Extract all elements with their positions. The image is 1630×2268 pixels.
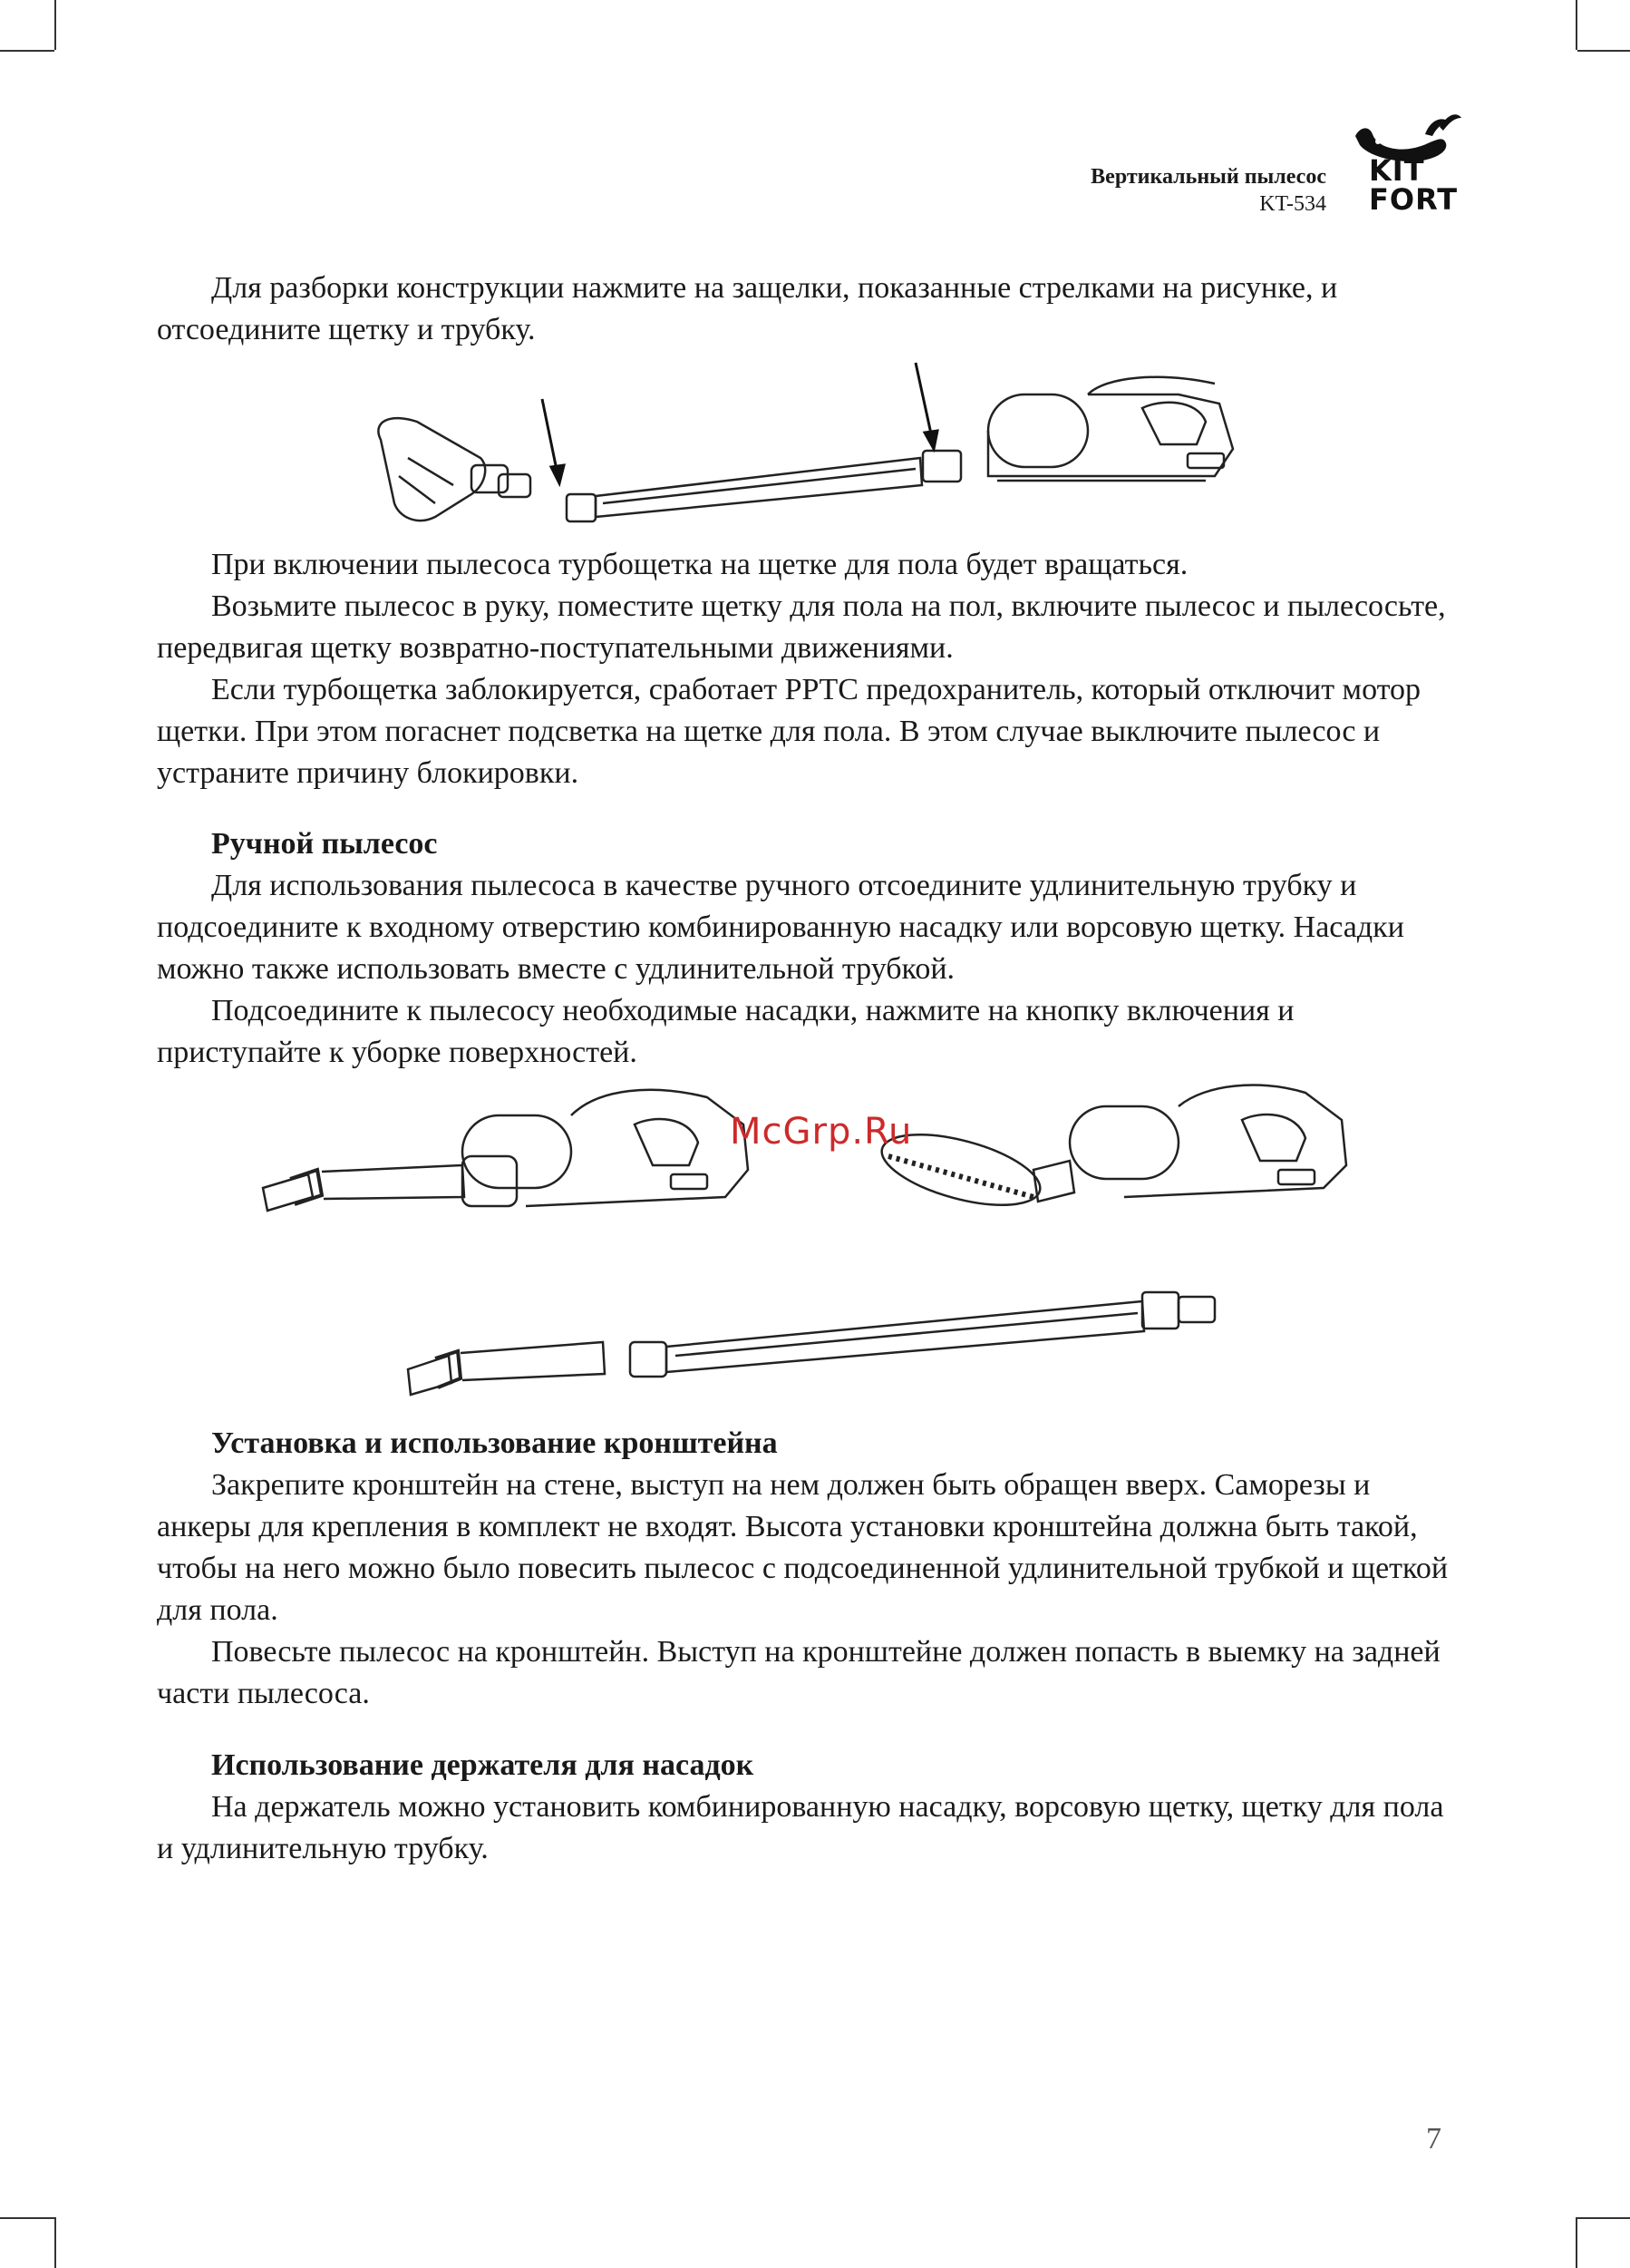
page-number: 7 <box>1426 2122 1441 2156</box>
latch-arrow-left <box>542 399 564 483</box>
latch-arrow-right <box>916 363 937 449</box>
section-heading: Использование держателя для насадок <box>211 1748 754 1782</box>
logo-line-2: FORT <box>1369 182 1459 217</box>
handheld-section <box>157 823 1455 1074</box>
logo-line-1: KIT <box>1369 153 1425 188</box>
paragraph: На держатель можно установить комбинированную насадку, ворсовую щетку, щетку для пола и удлинительную трубку. <box>157 1790 1444 1865</box>
paragraph: Повесьте пылесос на кронштейн. Выступ на кронштейне должен попасть в выемку на задней части пылесоса. <box>157 1635 1441 1710</box>
paragraph: Закрепите кронштейн на стене, выступ на нем должен быть обращен вверх. Саморезы и анкеры для крепления в комплект не входят. Высота установки кронштейна должна быть такой, чтобы на него можно было повесить пылесос с подсоединенной удлинительной трубкой и щеткой для пола. <box>157 1468 1449 1627</box>
paragraph: Если турбощетка заблокируется, сработает PPTC предохранитель, который отключит мотор щетки. При этом погаснет подсветка на щетке для пола. В этом случае выключите пылесос и устраните причину блокировки. <box>157 673 1421 790</box>
bracket-section <box>157 1423 1455 1715</box>
paragraph: Возьмите пылесос в руку, поместите щетку для пола на пол, включите пылесос и пылесосьте, передвигая щетку возвратно-поступательными движениями. <box>157 589 1446 665</box>
page-header <box>1091 163 1326 218</box>
logo-text <box>1369 153 1459 217</box>
crop-mark <box>54 0 56 50</box>
section-heading: Установка и использование кронштейна <box>211 1426 778 1460</box>
paragraph: Для использования пылесоса в качестве ручного отсоедините удлинительную трубку и подсоедините к входному отверстию комбинированную насадку или ворсовую щетку. Насадки можно также использовать вместе с удлинительной трубкой. <box>157 869 1404 986</box>
crop-mark <box>1577 50 1630 52</box>
handheld-unit <box>988 377 1233 481</box>
extension-tube <box>567 451 961 521</box>
floor-brush <box>378 418 530 521</box>
disassembly-section <box>157 268 1455 351</box>
figure-disassembly <box>363 358 1251 540</box>
crop-mark <box>0 50 54 52</box>
usage-section <box>157 544 1455 794</box>
watermark: McGrp.Ru <box>730 1111 913 1153</box>
section-heading: Ручной пылесос <box>211 827 438 861</box>
tube-with-crevice-tool <box>408 1292 1215 1395</box>
holder-section <box>157 1745 1455 1870</box>
handheld-with-dusting-brush <box>875 1085 1346 1220</box>
crop-mark <box>1576 2217 1577 2268</box>
product-title: Вертикальный пылесос <box>1091 165 1326 189</box>
crop-mark <box>0 2217 54 2219</box>
paragraph: Подсоедините к пылесосу необходимые насадки, нажмите на кнопку включения и приступайте к уборке поверхностей. <box>157 994 1295 1069</box>
paragraph: Для разборки конструкции нажмите на защелки, показанные стрелками на рисунке, и отсоедините щетку и трубку. <box>157 271 1338 346</box>
crop-mark <box>54 2217 56 2268</box>
crop-mark <box>1576 0 1577 50</box>
handheld-with-crevice-tool <box>263 1090 748 1211</box>
crop-mark <box>1577 2217 1630 2219</box>
paragraph: При включении пылесоса турбощетка на щетке для пола будет вращаться. <box>211 548 1189 581</box>
product-model: KT-534 <box>1259 192 1326 216</box>
